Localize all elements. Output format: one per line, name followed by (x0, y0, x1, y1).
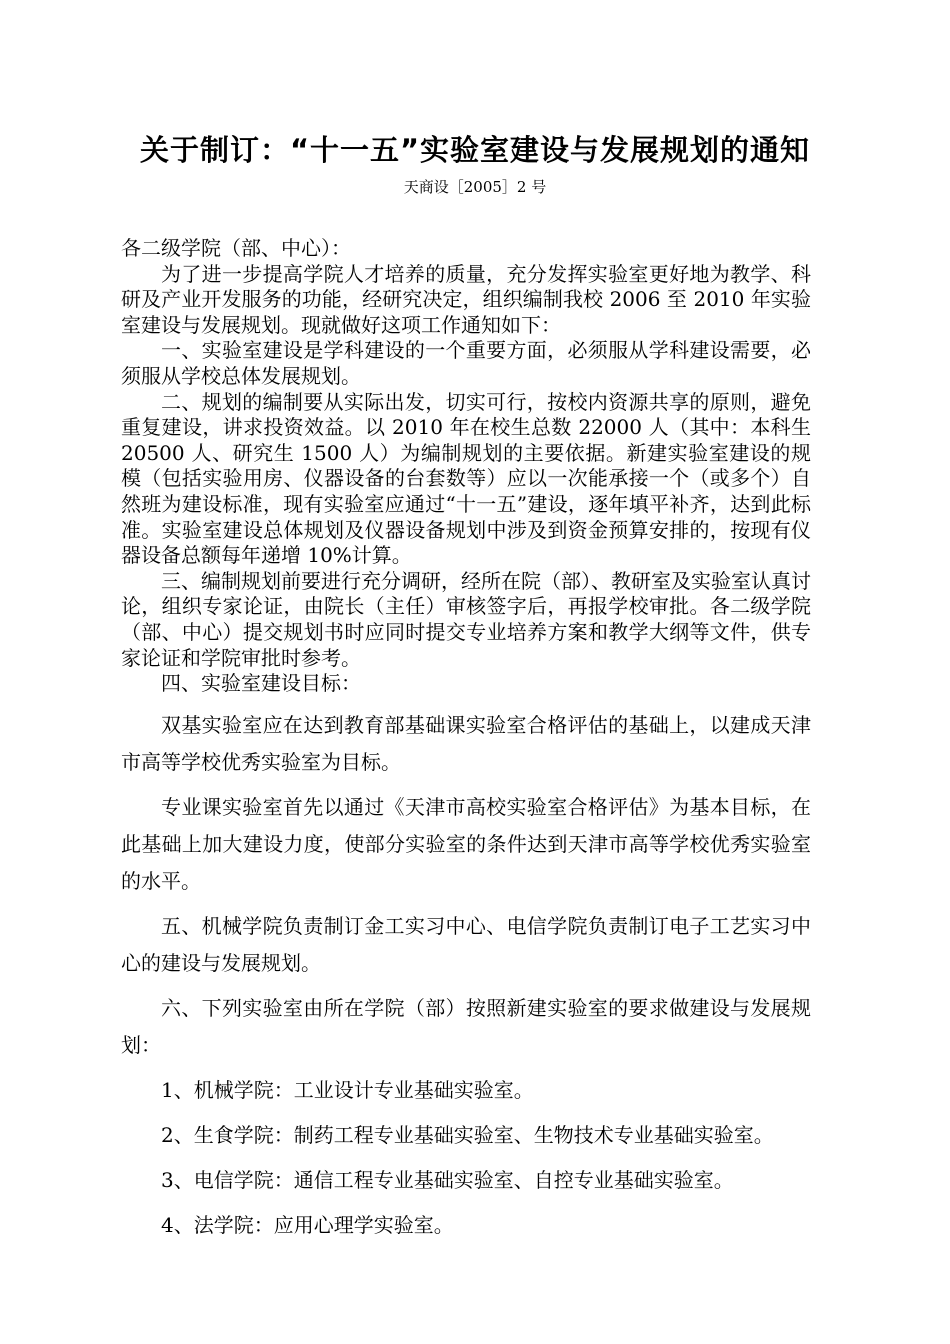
document-number: 天商设［2005］2 号 (403, 178, 547, 196)
paragraph-basic-lab-goal: 双基实验室应在达到教育部基础课实验室合格评估的基础上，以建成天津市高等学校优秀实验室为目标。 (121, 712, 811, 774)
list-item-telecom: 3、电信学院：通信工程专业基础实验室、自控专业基础实验室。 (161, 1167, 734, 1192)
paragraph-item-4-heading: 四、实验室建设目标： (161, 671, 361, 696)
paragraph-item-2: 二、规划的编制要从实际出发，切实可行，按校内资源共享的原则，避免重复建设，讲求投资效益。以 2010 年在校生总数 22000 人（其中：本科生 20500 人、研究生 1500 人）为编制规划的主要依据。新建实验室建设的规模（包括实验用房、仪器设备的台套数等）应以一次能承接一个（或多个）自然班为建设标准，现有实验室应通过“十一五”建设，逐年填平补齐，达到此标准。实验室建设总体规划及仪器设备规划中涉及到资金预算安排的，按现有仪器设备总额每年递增 10%计算。 (121, 389, 811, 568)
paragraph-item-6: 六、下列实验室由所在学院（部）按照新建实验室的要求做建设与发展规划： (121, 995, 811, 1057)
paragraph-item-1: 一、实验室建设是学科建设的一个重要方面，必须服从学科建设需要，必须服从学校总体发展规划。 (121, 338, 811, 388)
document-body (121, 236, 811, 1244)
paragraph-specialty-lab-goal: 专业课实验室首先以通过《天津市高校实验室合格评估》为基本目标，在此基础上加大建设力度，使部分实验室的条件达到天津市高等学校优秀实验室的水平。 (121, 794, 811, 893)
paragraph-intro: 为了进一步提高学院人才培养的质量，充分发挥实验室更好地为教学、科研及产业开发服务的功能，经研究决定，组织编制我校 2006 至 2010 年实验室建设与发展规划。现就做好这项工作通知如下： (121, 261, 811, 337)
document-title: 关于制订：“十一五”实验室建设与发展规划的通知 (139, 133, 811, 167)
paragraph-item-3: 三、编制规划前要进行充分调研，经所在院（部）、教研室及实验室认真讨论，组织专家论证，由院长（主任）审核签字后，再报学校审批。各二级学院（部、中心）提交规划书时应同时提交专业培养方案和教学大纲等文件，供专家论证和学院审批时参考。 (121, 568, 811, 670)
paragraph-item-5: 五、机械学院负责制订金工实习中心、电信学院负责制订电子工艺实习中心的建设与发展规划。 (121, 913, 811, 975)
salutation: 各二级学院（部、中心）： (121, 236, 351, 260)
list-item-bio-food: 2、生食学院：制药工程专业基础实验室、生物技术专业基础实验室。 (161, 1122, 774, 1147)
list-item-mechanical: 1、机械学院：工业设计专业基础实验室。 (161, 1077, 534, 1102)
list-item-law: 4、法学院：应用心理学实验室。 (161, 1212, 454, 1237)
